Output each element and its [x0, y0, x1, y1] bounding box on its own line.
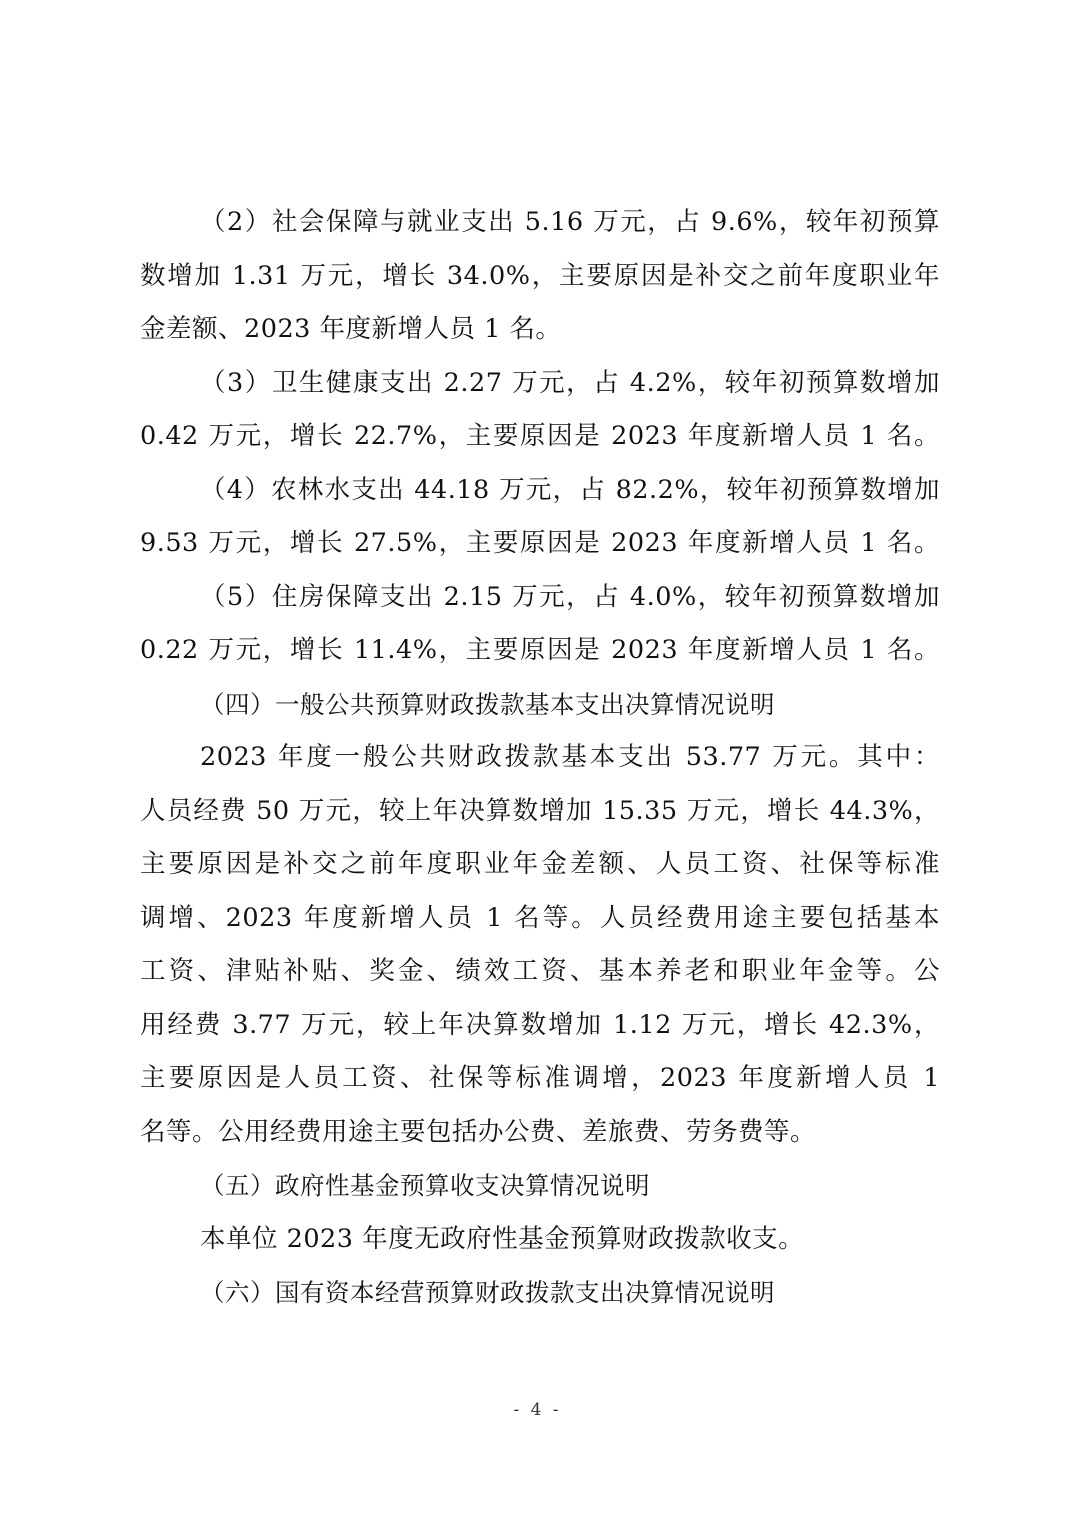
paragraph-line: 主要原因是人员工资、社保等标准调增，2023 年度新增人员 1	[140, 1063, 940, 1093]
section-heading: （四）一般公共预算财政拨款基本支出决算情况说明	[200, 689, 775, 719]
paragraph-line: 名等。公用经费用途主要包括办公费、差旅费、劳务费等。	[140, 1116, 817, 1147]
page-number: - 4 -	[513, 1400, 562, 1420]
section-heading: （五）政府性基金预算收支决算情况说明	[200, 1171, 650, 1200]
paragraph-line: 本单位 2023 年度无政府性基金预算财政拨款收支。	[200, 1223, 805, 1254]
paragraph-line: 2023 年度一般公共财政拨款基本支出 53.77 万元。其中：	[200, 742, 940, 772]
paragraph-line: 人员经费 50 万元，较上年决算数增加 15.35 万元，增长 44.3%，	[140, 795, 940, 826]
body-text	[140, 196, 940, 1320]
paragraph-line: 数增加 1.31 万元，增长 34.0%，主要原因是补交之前年度职业年	[140, 260, 940, 291]
section-heading: （六）国有资本经营预算财政拨款支出决算情况说明	[200, 1278, 775, 1307]
paragraph-line: （2）社会保障与就业支出 5.16 万元，占 9.6%，较年初预算	[200, 207, 940, 237]
paragraph-line: 金差额、2023 年度新增人员 1 名。	[140, 314, 562, 344]
paragraph-line: 0.22 万元，增长 11.4%，主要原因是 2023 年度新增人员 1 名。	[140, 635, 940, 665]
paragraph-line: 用经费 3.77 万元，较上年决算数增加 1.12 万元，增长 42.3%，	[140, 1009, 940, 1040]
paragraph-line: 调增、2023 年度新增人员 1 名等。人员经费用途主要包括基本	[140, 902, 940, 933]
paragraph-line: 0.42 万元，增长 22.7%，主要原因是 2023 年度新增人员 1 名。	[140, 421, 940, 451]
paragraph-line: （4）农林水支出 44.18 万元，占 82.2%，较年初预算数增加	[200, 474, 940, 505]
paragraph-line: （3）卫生健康支出 2.27 万元，占 4.2%，较年初预算数增加	[200, 367, 940, 398]
paragraph-line: 主要原因是补交之前年度职业年金差额、人员工资、社保等标准	[140, 849, 940, 879]
paragraph-line: 工资、津贴补贴、奖金、绩效工资、基本养老和职业年金等。公	[140, 956, 940, 986]
paragraph-line: 9.53 万元，增长 27.5%，主要原因是 2023 年度新增人员 1 名。	[140, 528, 940, 558]
paragraph-line: （5）住房保障支出 2.15 万元，占 4.0%，较年初预算数增加	[200, 581, 940, 612]
